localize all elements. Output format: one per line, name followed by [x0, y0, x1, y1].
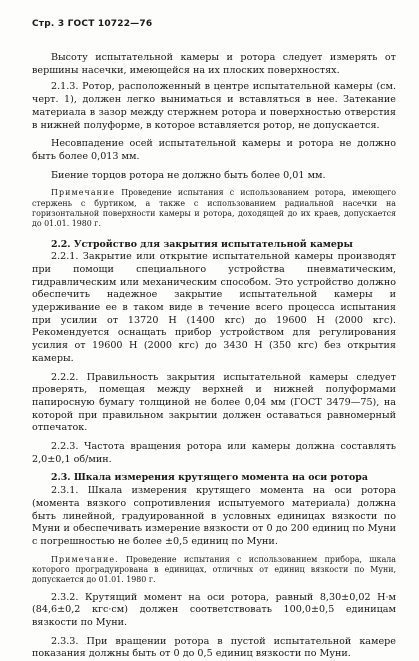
note-scale: [32, 555, 396, 586]
paragraph-2-2-3: 2.2.3. Частота вращения ротора или камеры должна составлять 2,0±0,1 об/мин.: [32, 441, 396, 465]
page-header: Стр. 3 ГОСТ 10722—76: [32, 19, 153, 29]
paragraph-2-3-1: 2.3.1. Шкала измерения крутящего момента на оси ротора (момента вязкого сопротивления испытуемого материала) должна быть линейной, градуированной в условных единицах вязкости по Муни и обеспечивать измерение вязкости от 0 до 200 единиц по Муни с погрешностью не более ±0,5 единиц по Муни.: [32, 485, 396, 547]
section-heading-2-2: 2.2. Устройство для закрытия испытательной камеры: [51, 238, 353, 250]
section-heading-2-3: 2.3. Шкала измерения крутящего момента на оси ротора: [51, 472, 368, 484]
note-label: Примечание.: [51, 554, 119, 564]
paragraph-height-measure: Высоту испытательной камеры и ротора следует измерять от вершины насечки, имеющейся на их плоских поверхностях.: [32, 52, 396, 76]
note-text: Проведение испытания с использованием прибора, шкала которого проградуирована в единицах, отличных от единиц вязкости по Муни, допускается до 01.01. 1980 г.: [32, 554, 396, 585]
paragraph-2-3-2: 2.3.2. Крутящий момент на оси ротора, равный 8,30±0,02 Н·м (84,6±0,2 кгс·см) должен соответствовать 100,0±0,5 единицам вязкости по Муни.: [32, 591, 396, 628]
note-label: Примечание: [51, 188, 116, 198]
document-body: [32, 52, 396, 661]
paragraph-2-1-3: 2.1.3. Ротор, расположенный в центре испытательной камеры (см. черт. 1), должен легко выниматься и вставляться в нее. Затекание материала в зазор между стержнем ротора и поверхностью отверстия в нижней полуформе, в которое вставляется ротор, не допускается.: [32, 81, 396, 131]
paragraph-axis-misalignment: Несовпадение осей испытательной камеры и ротора не должно быть более 0,013 мм.: [32, 138, 396, 162]
paragraph-runout: Биение торцов ротора не должно быть более 0,01 мм.: [51, 169, 326, 181]
paragraph-2-2-2: 2.2.2. Правильность закрытия испытательной камеры следует проверять, помещая между верхней и нижней полуформами папиросную бумагу толщиной не более 0,04 мм (ГОСТ 3479—75), на которой при правильном закрытии должен оставаться равномерный отпечаток.: [32, 371, 396, 434]
paragraph-2-3-3: 2.3.3. При вращении ротора в пустой испытательной камере показания должны быть от 0 до 0,5 единиц вязкости по Муни.: [32, 635, 396, 660]
paragraph-2-2-1: 2.2.1. Закрытие или открытие испытательной камеры производят при помощи специального устройства пневматическим, гидравлическим или механическим способом. Это устройство должно обеспечить надежное закрытие испытательной камеры и удерживание ее в таком виде в течение всего процесса испытания при усилии от 13720 Н (1400 кгс) до 19600 Н (2000 кгс). Рекомендуется оснащать прибор устройством для регулирования усилия от 19600 Н (2000 кгс) до 3430 Н (350 кгс) без открытия камеры.: [32, 251, 396, 364]
note-rotor: [32, 188, 396, 229]
note-text: Проведение испытания с использованием ротора, имеющего стержень с буртиком, а также с использованием радиальной насечки на горизонтальной поверхности камеры и ротора, доходящей до их краев, допускается до 01.01. 1980 г.: [32, 188, 396, 229]
